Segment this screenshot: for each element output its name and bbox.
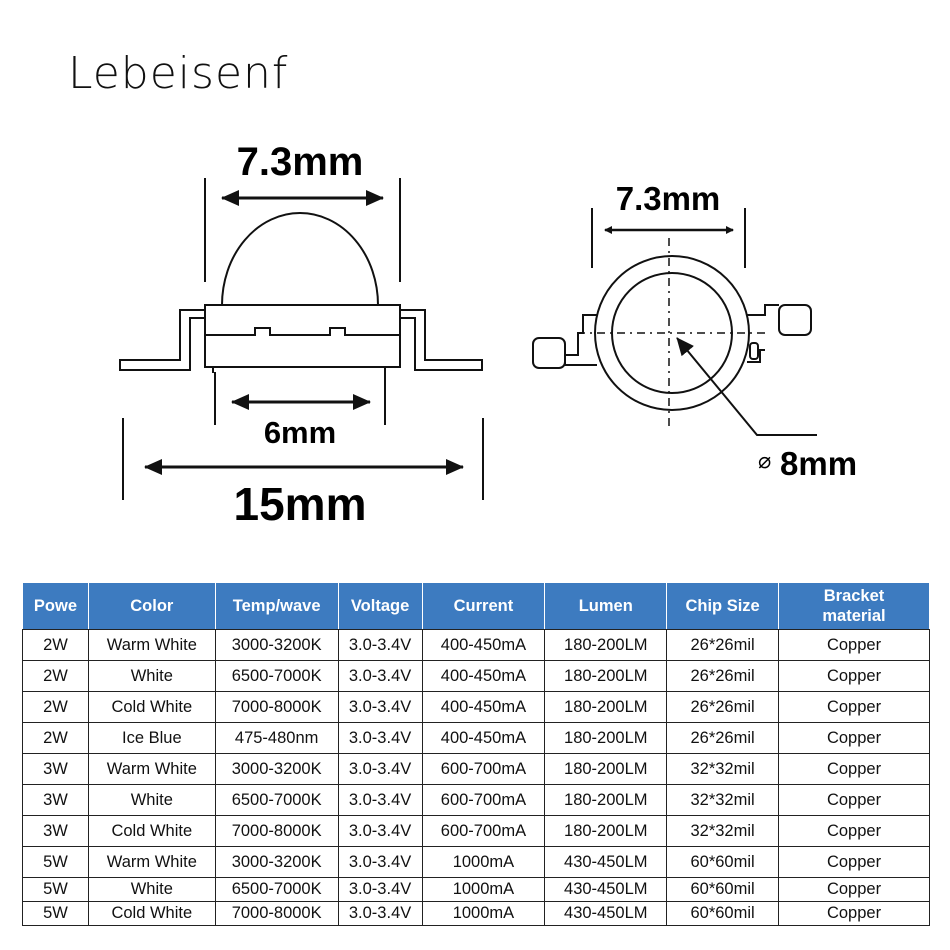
lens-diameter-label: 8mm xyxy=(780,445,858,482)
table-cell: 32*32mil xyxy=(667,816,779,847)
table-cell: 180-200LM xyxy=(545,630,667,661)
column-header: Current xyxy=(422,583,545,630)
table-row xyxy=(23,692,930,723)
table-cell: 3W xyxy=(23,785,89,816)
table-cell: White xyxy=(88,785,215,816)
side-view xyxy=(120,178,483,500)
table-cell: 2W xyxy=(23,723,89,754)
table-cell: 26*26mil xyxy=(667,661,779,692)
table-cell: 3000-3200K xyxy=(215,754,338,785)
table-cell: 180-200LM xyxy=(545,754,667,785)
table-cell: 26*26mil xyxy=(667,723,779,754)
table-cell: 1000mA xyxy=(422,902,545,926)
table-row xyxy=(23,816,930,847)
table-cell: 7000-8000K xyxy=(215,692,338,723)
table-cell: 430-450LM xyxy=(545,902,667,926)
total-length-label: 15mm xyxy=(233,478,367,530)
table-cell: 400-450mA xyxy=(422,723,545,754)
table-cell: 600-700mA xyxy=(422,785,545,816)
table-cell: 3.0-3.4V xyxy=(338,785,422,816)
column-header: Bracket material xyxy=(779,583,930,630)
table-cell: 3.0-3.4V xyxy=(338,630,422,661)
table-cell: Copper xyxy=(779,816,930,847)
table-cell: Ice Blue xyxy=(88,723,215,754)
side-width-label: 7.3mm xyxy=(236,140,364,184)
table-cell: 1000mA xyxy=(422,847,545,878)
table-row xyxy=(23,661,930,692)
table-cell: Copper xyxy=(779,692,930,723)
table-cell: 180-200LM xyxy=(545,816,667,847)
diameter-symbol: ⌀ xyxy=(758,449,772,474)
table-cell: Warm White xyxy=(88,847,215,878)
table-cell: 3.0-3.4V xyxy=(338,661,422,692)
table-cell: Cold White xyxy=(88,902,215,926)
table-cell: 180-200LM xyxy=(545,661,667,692)
table-cell: 400-450mA xyxy=(422,630,545,661)
table-cell: 600-700mA xyxy=(422,816,545,847)
table-cell: 26*26mil xyxy=(667,692,779,723)
table-cell: 180-200LM xyxy=(545,785,667,816)
table-cell: 400-450mA xyxy=(422,692,545,723)
column-header: Color xyxy=(88,583,215,630)
table-cell: Copper xyxy=(779,902,930,926)
column-header: Powe xyxy=(23,583,89,630)
table-cell: Copper xyxy=(779,630,930,661)
table-cell: Copper xyxy=(779,723,930,754)
table-row xyxy=(23,630,930,661)
table-cell: 32*32mil xyxy=(667,754,779,785)
base-width-label: 6mm xyxy=(263,415,337,450)
table-cell: 60*60mil xyxy=(667,878,779,902)
table-cell: White xyxy=(88,661,215,692)
column-header: Lumen xyxy=(545,583,667,630)
table-cell: Copper xyxy=(779,847,930,878)
table-cell: 2W xyxy=(23,630,89,661)
table-cell: 7000-8000K xyxy=(215,902,338,926)
brand-logo: Lebeisenf xyxy=(68,48,289,99)
table-cell: 2W xyxy=(23,661,89,692)
column-header: Chip Size xyxy=(667,583,779,630)
table-cell: 180-200LM xyxy=(545,723,667,754)
table-cell: 475-480nm xyxy=(215,723,338,754)
column-header: Temp/wave xyxy=(215,583,338,630)
table-cell: 60*60mil xyxy=(667,847,779,878)
table-cell: 3.0-3.4V xyxy=(338,847,422,878)
table-cell: 3.0-3.4V xyxy=(338,902,422,926)
table-cell: 3.0-3.4V xyxy=(338,754,422,785)
table-cell: 5W xyxy=(23,878,89,902)
table-row xyxy=(23,785,930,816)
table-cell: Cold White xyxy=(88,816,215,847)
table-cell: 3.0-3.4V xyxy=(338,816,422,847)
table-cell: Copper xyxy=(779,754,930,785)
table-cell: Warm White xyxy=(88,630,215,661)
table-cell: 3.0-3.4V xyxy=(338,692,422,723)
table-cell: 430-450LM xyxy=(545,847,667,878)
table-cell: 1000mA xyxy=(422,878,545,902)
table-cell: 430-450LM xyxy=(545,878,667,902)
table-cell: Warm White xyxy=(88,754,215,785)
table-header-row xyxy=(23,583,930,630)
table-cell: Cold White xyxy=(88,692,215,723)
table-cell: 600-700mA xyxy=(422,754,545,785)
table-cell: 3000-3200K xyxy=(215,630,338,661)
table-row xyxy=(23,902,930,926)
table-cell: Copper xyxy=(779,661,930,692)
table-cell: White xyxy=(88,878,215,902)
table-row xyxy=(23,754,930,785)
table-cell: 3W xyxy=(23,816,89,847)
table-cell: 3.0-3.4V xyxy=(338,723,422,754)
table-cell: 3W xyxy=(23,754,89,785)
table-row xyxy=(23,878,930,902)
table-cell: Copper xyxy=(779,785,930,816)
table-cell: 32*32mil xyxy=(667,785,779,816)
table-row xyxy=(23,723,930,754)
table-cell: 2W xyxy=(23,692,89,723)
table-cell: 3000-3200K xyxy=(215,847,338,878)
top-width-label: 7.3mm xyxy=(615,180,721,217)
spec-table xyxy=(22,582,930,926)
table-cell: 6500-7000K xyxy=(215,878,338,902)
table-cell: 180-200LM xyxy=(545,692,667,723)
table-cell: 7000-8000K xyxy=(215,816,338,847)
table-cell: 60*60mil xyxy=(667,902,779,926)
top-view xyxy=(533,208,817,435)
column-header: Voltage xyxy=(338,583,422,630)
table-row xyxy=(23,847,930,878)
table-cell: Copper xyxy=(779,878,930,902)
table-cell: 3.0-3.4V xyxy=(338,878,422,902)
table-cell: 6500-7000K xyxy=(215,661,338,692)
table-cell: 5W xyxy=(23,847,89,878)
table-cell: 400-450mA xyxy=(422,661,545,692)
table-cell: 26*26mil xyxy=(667,630,779,661)
table-cell: 6500-7000K xyxy=(215,785,338,816)
table-cell: 5W xyxy=(23,902,89,926)
